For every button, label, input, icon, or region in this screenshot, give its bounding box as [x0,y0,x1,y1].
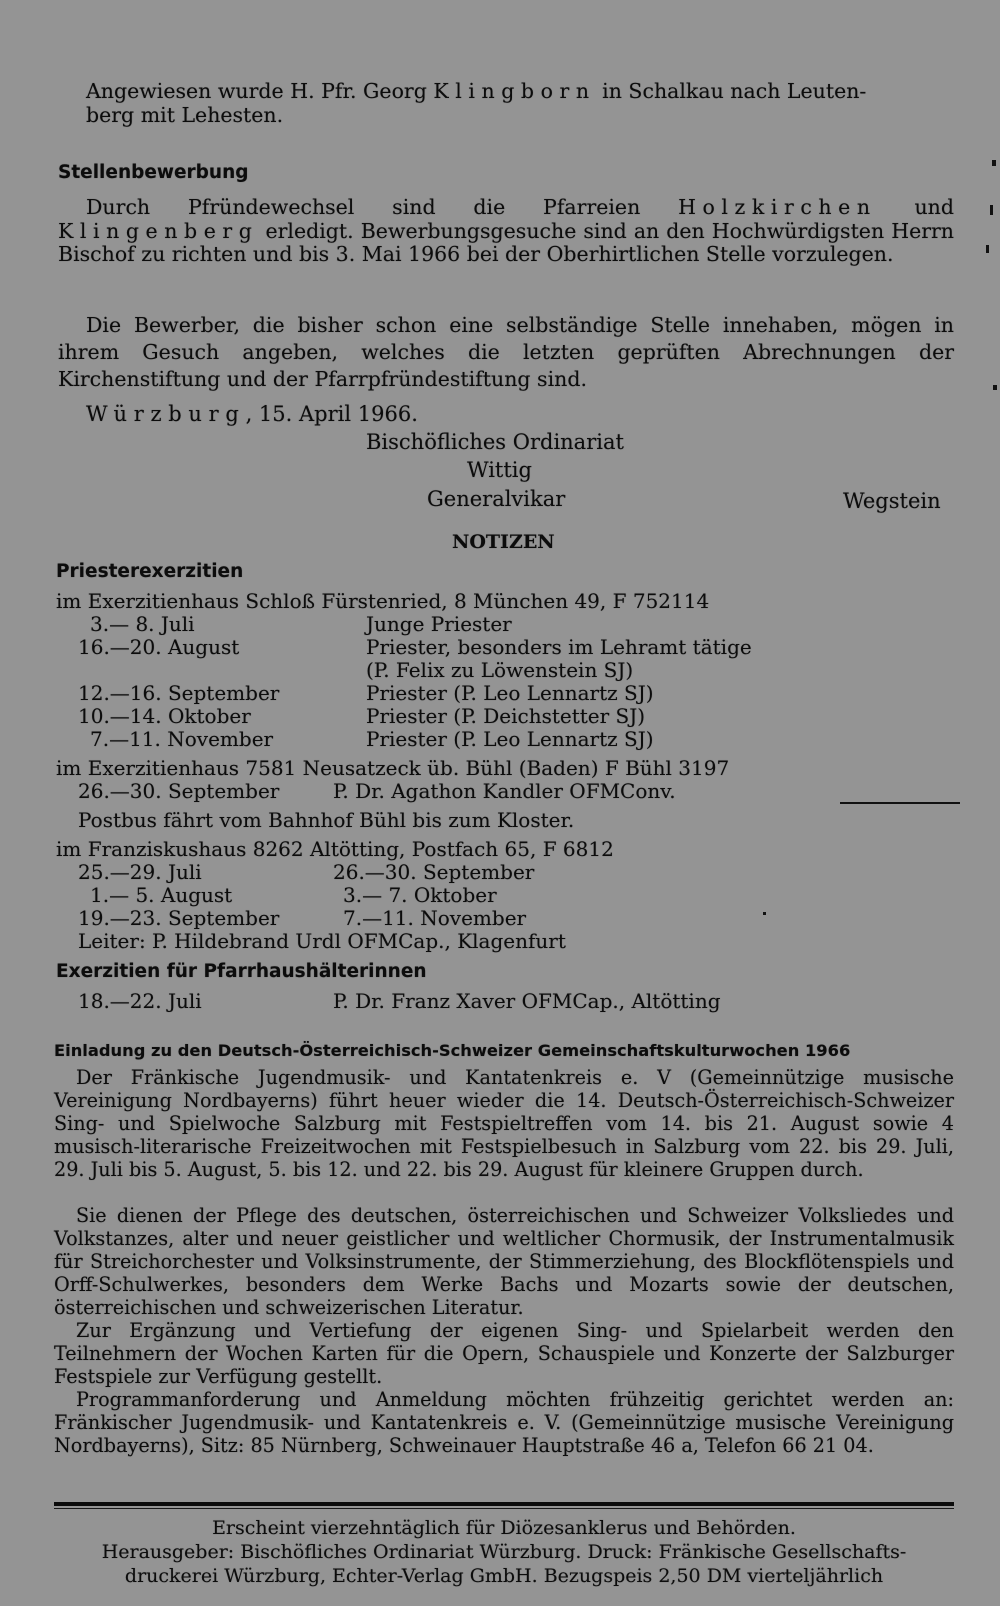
fuerstenried-date-1: 3.— 8. Juli [90,612,195,636]
scan-speck [992,160,996,166]
footer-rule-thin [54,1508,954,1509]
haushaelterinnen-heading: Exerzitien für Pfarrhaushälterinnen [56,961,427,982]
signature-name: Wittig [467,458,532,482]
spaced-place-wuerzburg: Würzburg [86,402,246,426]
fuerstenried-date-4: 12.—16. September [78,681,280,705]
einladung-paragraph-3: Zur Ergänzung und Vertiefung der eigenen Sing- und Spielarbeit werden den Teilnehmern der Wochen Karten für die Opern, Schauspiele und Konzerte der Salzburger Festspiele zur Verfügung gestellt. [54,1319,954,1388]
franziskus-b-2: 3.— 7. Oktober [343,883,497,907]
franziskus-b-1: 26.—30. September [333,860,535,884]
fuerstenried-desc-6: Priester (P. Leo Lennartz SJ) [366,727,654,751]
franziskus-a-1: 25.—29. Juli [78,860,202,884]
neusatzeck-intro: im Exerzitienhaus 7581 Neusatzeck üb. Bühl (Baden) F Bühl 3197 [56,756,730,780]
scan-speck [763,912,766,915]
fuerstenried-date-6: 7.—11. November [90,727,274,751]
fuerstenried-desc-4: Priester (P. Leo Lennartz SJ) [366,681,654,705]
signature-title: Generalvikar [427,487,566,511]
einladung-paragraph-2: Sie dienen der Pflege des deutschen, österreichischen und Schweizer Volksliedes und Volkstanzes, alter und neuer geistlicher und weltlicher Chormusik, der Instrumentalmusik für Streichorchester und Volksinstrumente, der Stimmerziehung, des Blockflötenspiels und Orff-Schulwerkes, besonders dem Werke Bachs und Mozarts sowie der deutschen, österreichischen und schweizerischen Literatur. [54,1204,954,1319]
fuerstenried-date-2: 16.—20. August [78,635,240,659]
fuerstenried-desc-2: Priester, besonders im Lehramt tätige [366,635,752,659]
spaced-name-klingborn: Klingborn [433,79,596,103]
priesterexerzitien-heading: Priesterexerzitien [56,561,244,582]
scan-speck [990,205,993,215]
stellen-paragraph-1: Durch Pfründewechsel sind die Pfarreien Holzkirchen und Klingenberg erledigt. Bewerbungsgesuche sind an den Hochwürdigsten Herrn Bischof zu richten und bis 3. Mai 1966 bei der Oberhirtlichen Stelle vorzulegen. [58,195,954,266]
fuerstenried-intro: im Exerzitienhaus Schloß Fürstenried, 8 München 49, F 752114 [56,589,710,613]
neusatzeck-date: 26.—30. September [78,779,280,803]
footer-rule [54,1502,954,1506]
scan-speck [840,802,960,804]
einladung-heading: Einladung zu den Deutsch-Österreichisch-Schweizer Gemeinschaftskulturwochen 1966 [54,1041,851,1060]
franziskus-b-3: 7.—11. November [343,906,527,930]
footer-line-2: Herausgeber: Bischöfliches Ordinariat Würzburg. Druck: Fränkische Gesellschafts- [101,1541,907,1563]
neusatzeck-note: Postbus fährt vom Bahnhof Bühl bis zum Kloster. [78,808,575,832]
stellen-paragraph-2: Die Bewerber, die bisher schon eine selbständige Stelle innehaben, mögen in ihrem Gesuch angeben, welches die letzten geprüften Abrechnungen der Kirchenstiftung und der Pfarrpfründestiftung sind. [58,313,954,391]
einladung-paragraph-4: Programmanforderung und Anmeldung möchten frühzeitig gerichtet werden an: Fränkischer Jugendmusik- und Kantatenkreis e. V. (Gemeinnützige musische Vereinigung Nordbayerns), Sitz: 85 Nürnberg, Schweinauer Hauptstraße 46 a, Telefon 66 21 04. [54,1388,954,1457]
franziskus-a-2: 1.— 5. August [90,883,233,907]
franziskus-leader: Leiter: P. Hildebrand Urdl OFMCap., Klagenfurt [78,929,566,953]
haushaelterinnen-date: 18.—22. Juli [78,989,202,1013]
franziskus-intro: im Franziskushaus 8262 Altötting, Postfach 65, F 6812 [56,837,614,861]
footer-line-3: druckerei Würzburg, Echter-Verlag GmbH. Bezugspeis 2,50 DM vierteljährlich [124,1565,884,1587]
spaced-place-klingenberg: Klingenberg [58,218,259,243]
franziskus-a-3: 19.—23. September [78,906,280,930]
date-line: Würzburg, 15. April 1966. [86,402,418,426]
appointment-paragraph: Angewiesen wurde H. Pfr. Georg Klingborn in Schalkau nach Leuten- berg mit Lehesten. [86,79,867,127]
stellenbewerbung-heading: Stellenbewerbung [58,162,249,183]
haushaelterinnen-desc: P. Dr. Franz Xaver OFMCap., Altötting [333,989,721,1013]
scan-speck [993,385,997,390]
footer-line-1: Erscheint vierzehntäglich für Diözesanklerus und Behörden. [212,1517,796,1539]
spaced-place-holzkirchen: Holzkirchen [678,195,877,219]
fuerstenried-desc-3: (P. Felix zu Löwenstein SJ) [366,658,634,682]
fuerstenried-desc-1: Junge Priester [366,612,512,636]
notizen-heading: NOTIZEN [452,531,555,553]
neusatzeck-desc: P. Dr. Agathon Kandler OFMConv. [333,779,676,803]
signature-office: Bischöfliches Ordinariat [366,430,624,454]
scan-speck [986,245,989,253]
fuerstenried-desc-5: Priester (P. Deichstetter SJ) [366,704,646,728]
signature-right: Wegstein [843,489,941,513]
einladung-paragraph-1: Der Fränkische Jugendmusik- und Kantatenkreis e. V (Gemeinnützige musische Vereinigung Nordbayerns) führt heuer wieder die 14. Deutsch-Österreichisch-Schweizer Sing- und Spielwoche Salzburg mit Festspieltreffen vom 14. bis 21. August sowie 4 musisch-literarische Freizeitwochen mit Festspielbesuch in Salzburg vom 22. bis 29. Juli, 29. Juli bis 5. August, 5. bis 12. und 22. bis 29. August für kleinere Gruppen durch. [54,1066,954,1181]
fuerstenried-date-5: 10.—14. Oktober [78,704,251,728]
